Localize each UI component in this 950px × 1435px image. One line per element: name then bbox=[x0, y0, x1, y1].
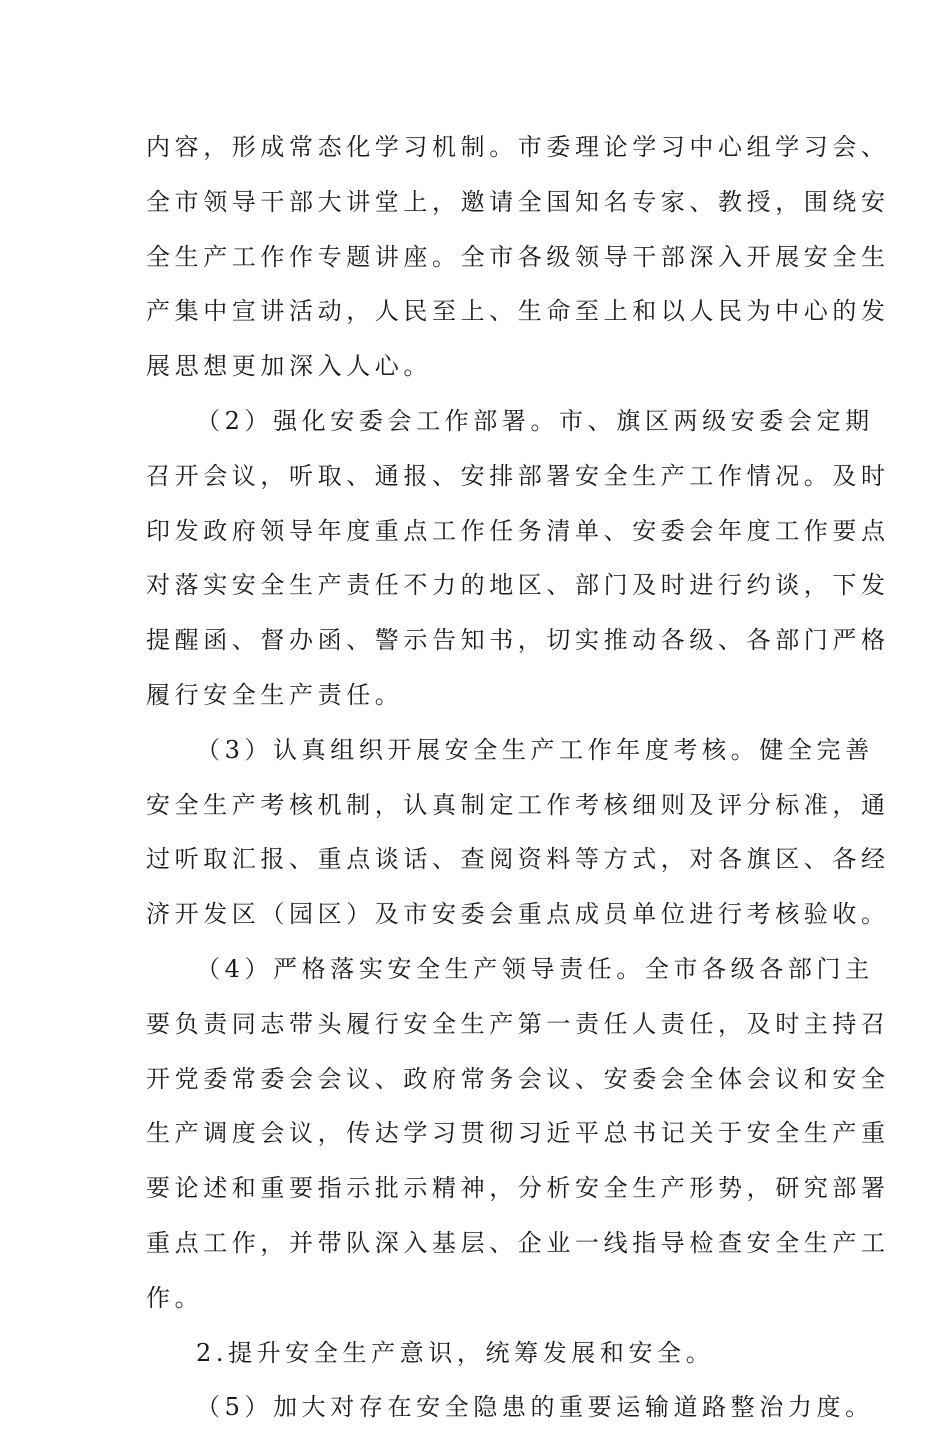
text-line: 生产调度会议，传达学习贯彻习近平总书记关于安全生产重 bbox=[146, 1119, 890, 1148]
body-text bbox=[146, 120, 890, 1435]
text-line: 要负责同志带头履行安全生产第一责任人责任，及时主持召 bbox=[146, 1009, 890, 1038]
text-line: 内容，形成常态化学习机制。市委理论学习中心组学习会、 bbox=[146, 133, 890, 161]
text-line: 产集中宣讲活动，人民至上、生命至上和以人民为中心的发 bbox=[146, 297, 890, 326]
text-line: 履行安全生产责任。 bbox=[146, 680, 404, 709]
text-line: 开党委常委会会议、政府常务会议、安委会全体会议和安全 bbox=[146, 1064, 890, 1093]
text-line: 重点工作，并带队深入基层、企业一线指导检查安全生产工 bbox=[146, 1228, 890, 1257]
text-line: 要论述和重要指示批示精神，分析安全生产形势，研究部署 bbox=[146, 1174, 890, 1203]
text-line: 全市领导干部大讲堂上，邀请全国知名专家、教授，围绕安 bbox=[146, 187, 890, 216]
text-line: 对落实安全生产责任不力的地区、部门及时进行约谈，下发 bbox=[146, 571, 890, 600]
text-line: 提醒函、督办函、警示告知书，切实推动各级、各部门严格 bbox=[146, 626, 890, 655]
text-line: 召开会议，听取、通报、安排部署安全生产工作情况。及时 bbox=[146, 461, 890, 490]
text-line: 印发政府领导年度重点工作任务清单、安委会年度工作要点 bbox=[146, 516, 890, 545]
text-line: 安全生产考核机制，认真制定工作考核细则及评分标准，通 bbox=[146, 790, 890, 819]
paragraph-start-line: （4）严格落实安全生产领导责任。全市各级各部门主 bbox=[196, 954, 874, 983]
paragraph-start-line: （5）加大对存在安全隐患的重要运输道路整治力度。 bbox=[196, 1393, 874, 1422]
section-heading: 2.提升安全生产意识，统筹发展和安全。 bbox=[196, 1338, 715, 1367]
paragraph-start-line: （2）强化安委会工作部署。市、旗区两级安委会定期 bbox=[196, 406, 874, 435]
text-line: 作。 bbox=[146, 1283, 204, 1312]
text-line: 济开发区（园区）及市安委会重点成员单位进行考核验收。 bbox=[146, 900, 890, 929]
text-line: 展思想更加深入人心。 bbox=[146, 352, 432, 381]
paragraph-start-line: （3）认真组织开展安全生产工作年度考核。健全完善 bbox=[196, 735, 874, 764]
text-line: 过听取汇报、重点谈话、查阅资料等方式，对各旗区、各经 bbox=[146, 845, 890, 874]
text-line: 全生产工作作专题讲座。全市各级领导干部深入开展安全生 bbox=[146, 242, 890, 271]
